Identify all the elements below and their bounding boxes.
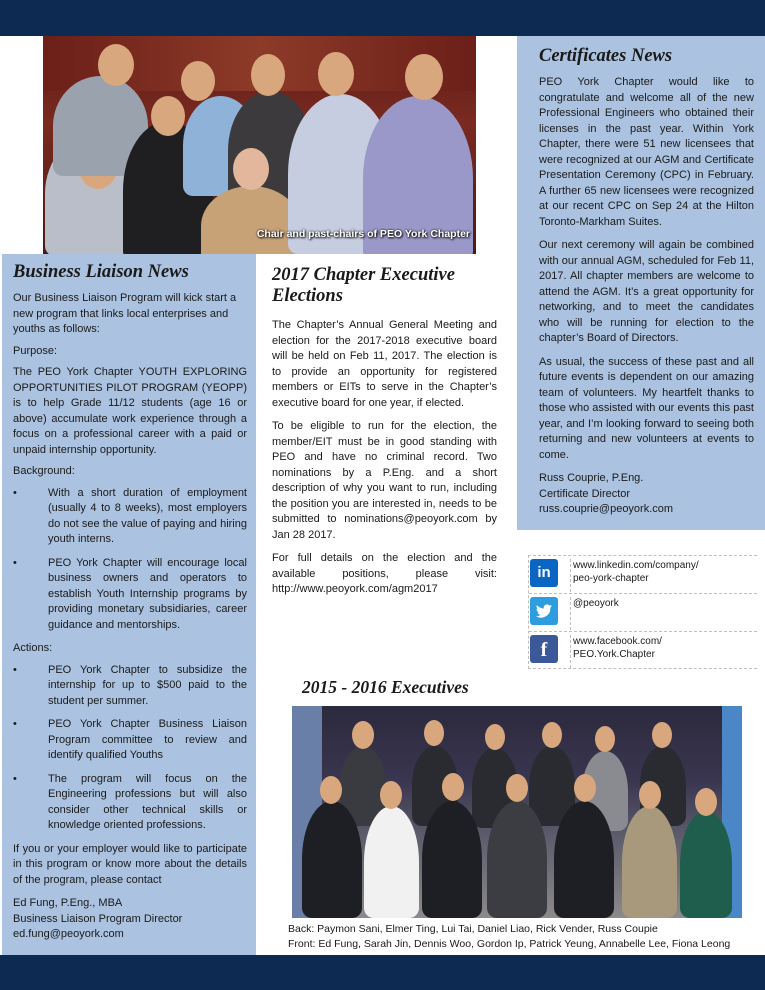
list-item: • With a short duration of employment (usually 4 to 8 weeks), most employers do not see the value of paying and hiring youth interns. — [13, 486, 247, 548]
facebook-url-line-2: PEO.York.Chapter — [573, 649, 655, 660]
certificates-heading: Certificates News — [539, 46, 673, 66]
business-liaison-section — [13, 262, 247, 943]
certificates-section — [539, 46, 754, 518]
twitter-row[interactable] — [529, 593, 757, 631]
certificates-paragraph-3: As usual, the success of these past and all future events is dependent on our amazing team of volunteers. My heartfelt thanks to those who assisted with our events this past year, and I’m looking forward to seeing both returning and new volunteers at events to come. — [539, 355, 754, 461]
certificates-paragraph-1: PEO York Chapter would like to congratulate and welcome all of the new Professional Engineers who obtained their licenses in the past year. Within York Chapter, there were 51 new licensees that were recognized at our AGM and Certificate Presentation Ceremony (CPC) in February. A further 65 new licensees were recognized at our recent CPC on Sep 24 at the Hilton Toronto-Markham Suites. — [539, 76, 754, 228]
actions-label: Actions: — [13, 642, 53, 654]
elections-paragraph-3: For full details on the election and the available positions, please visit: http://www.peoyork.com/agm2017 — [272, 552, 497, 595]
signature-email[interactable]: ed.fung@peoyork.com — [13, 928, 124, 940]
front-row-names: Front: Ed Fung, Sarah Jin, Dennis Woo, Gordon Ip, Patrick Yeung, Annabelle Lee, Fiona Leong — [288, 938, 731, 950]
back-row-names: Back: Paymon Sani, Elmer Ting, Lui Tai, Daniel Liao, Rick Vender, Russ Coupie — [288, 923, 658, 935]
certificates-paragraph-2: Our next ceremony will again be combined with our annual AGM, scheduled for Feb 11, 2017. All chapter members are welcome to attend the AGM. It’s a great opportunity for networking, and to meet the candidates who will be running for election to the chapter’s Board of Directors. — [539, 239, 754, 344]
executives-heading: 2015 - 2016 Executives — [302, 677, 469, 697]
elections-heading: 2017 Chapter Executive Elections — [272, 265, 455, 306]
facebook-link[interactable] — [570, 635, 662, 668]
linkedin-link[interactable] — [570, 559, 699, 592]
signature-email[interactable]: russ.couprie@peoyork.com — [539, 503, 674, 515]
executives-photo — [292, 706, 742, 918]
facebook-url-line-1: www.facebook.com/ — [573, 636, 662, 647]
purpose-label: Purpose: — [13, 344, 58, 357]
social-links — [528, 555, 757, 669]
twitter-handle[interactable]: @peoyork — [570, 597, 619, 630]
actions-list — [13, 663, 247, 834]
elections-paragraph-1: The Chapter’s Annual General Meeting and election for the 2017-2018 executive board will be held on Feb 11, 2017. The election is to provide an opportunity for registered members or EITs to serve in the Chapter’s executive board for one year, if elected. — [272, 319, 497, 409]
closing-text: If you or your employer would like to participate in this program or know more about the details of the program, please contact — [13, 842, 247, 886]
facebook-row[interactable] — [529, 631, 757, 669]
business-liaison-intro: Our Business Liaison Program will kick start a new program that links local enterprises and youths as follows: — [13, 292, 237, 335]
linkedin-url-line-1: www.linkedin.com/company/ — [573, 560, 699, 571]
list-item: • PEO York Chapter Business Liaison Program committee to review and identify qualified Youths — [13, 717, 247, 764]
linkedin-icon[interactable]: in — [530, 559, 558, 587]
executives-caption — [288, 922, 763, 952]
purpose-text: The PEO York Chapter YOUTH EXPLORING OPPORTUNITIES PILOT PROGRAM (YEOPP) is to help Grade 11/12 students (age 16 or above) accumulate work experience through a focus on a professional career with a paid or unpaid internship opportunity. — [13, 366, 247, 456]
twitter-icon[interactable] — [530, 597, 558, 625]
background-label: Background: — [13, 465, 75, 477]
linkedin-row[interactable] — [529, 556, 757, 593]
signature-title: Business Liaison Program Director — [13, 912, 183, 925]
top-banner — [0, 0, 765, 36]
linkedin-url-line-2: peo-york-chapter — [573, 573, 649, 584]
bottom-banner — [0, 955, 765, 990]
signature-name: Russ Couprie, P.Eng. — [539, 472, 644, 484]
list-item: • PEO York Chapter to subsidize the internship for up to $500 paid to the student per summer. — [13, 663, 247, 710]
facebook-icon[interactable]: f — [530, 635, 558, 663]
elections-section — [272, 265, 497, 598]
list-item: • The program will focus on the Engineering professions but will also consider other technical skills or knowledge oriented professions. — [13, 772, 247, 834]
signature-name: Ed Fung, P.Eng., MBA — [13, 897, 123, 909]
business-liaison-heading: Business Liaison News — [13, 262, 189, 282]
list-item: • PEO York Chapter will encourage local business owners and operators to establish Youth Internship programs by providing monetary subsidiaries, career guidance and mentorships. — [13, 556, 247, 634]
elections-paragraph-2: To be eligible to run for the election, the member/EIT must be in good standing with PEO and have no criminal record. Two nominations by a P.Eng. and a short description of why you want to run, including the position you are interested in, needs to be submitted to nominations@peoyork.com by Jan 28 2017. — [272, 420, 497, 541]
chapter-chairs-photo — [43, 36, 476, 254]
signature-title: Certificate Director — [539, 487, 631, 500]
background-list — [13, 486, 247, 634]
photo-caption: Chair and past-chairs of PEO York Chapter — [256, 228, 470, 240]
